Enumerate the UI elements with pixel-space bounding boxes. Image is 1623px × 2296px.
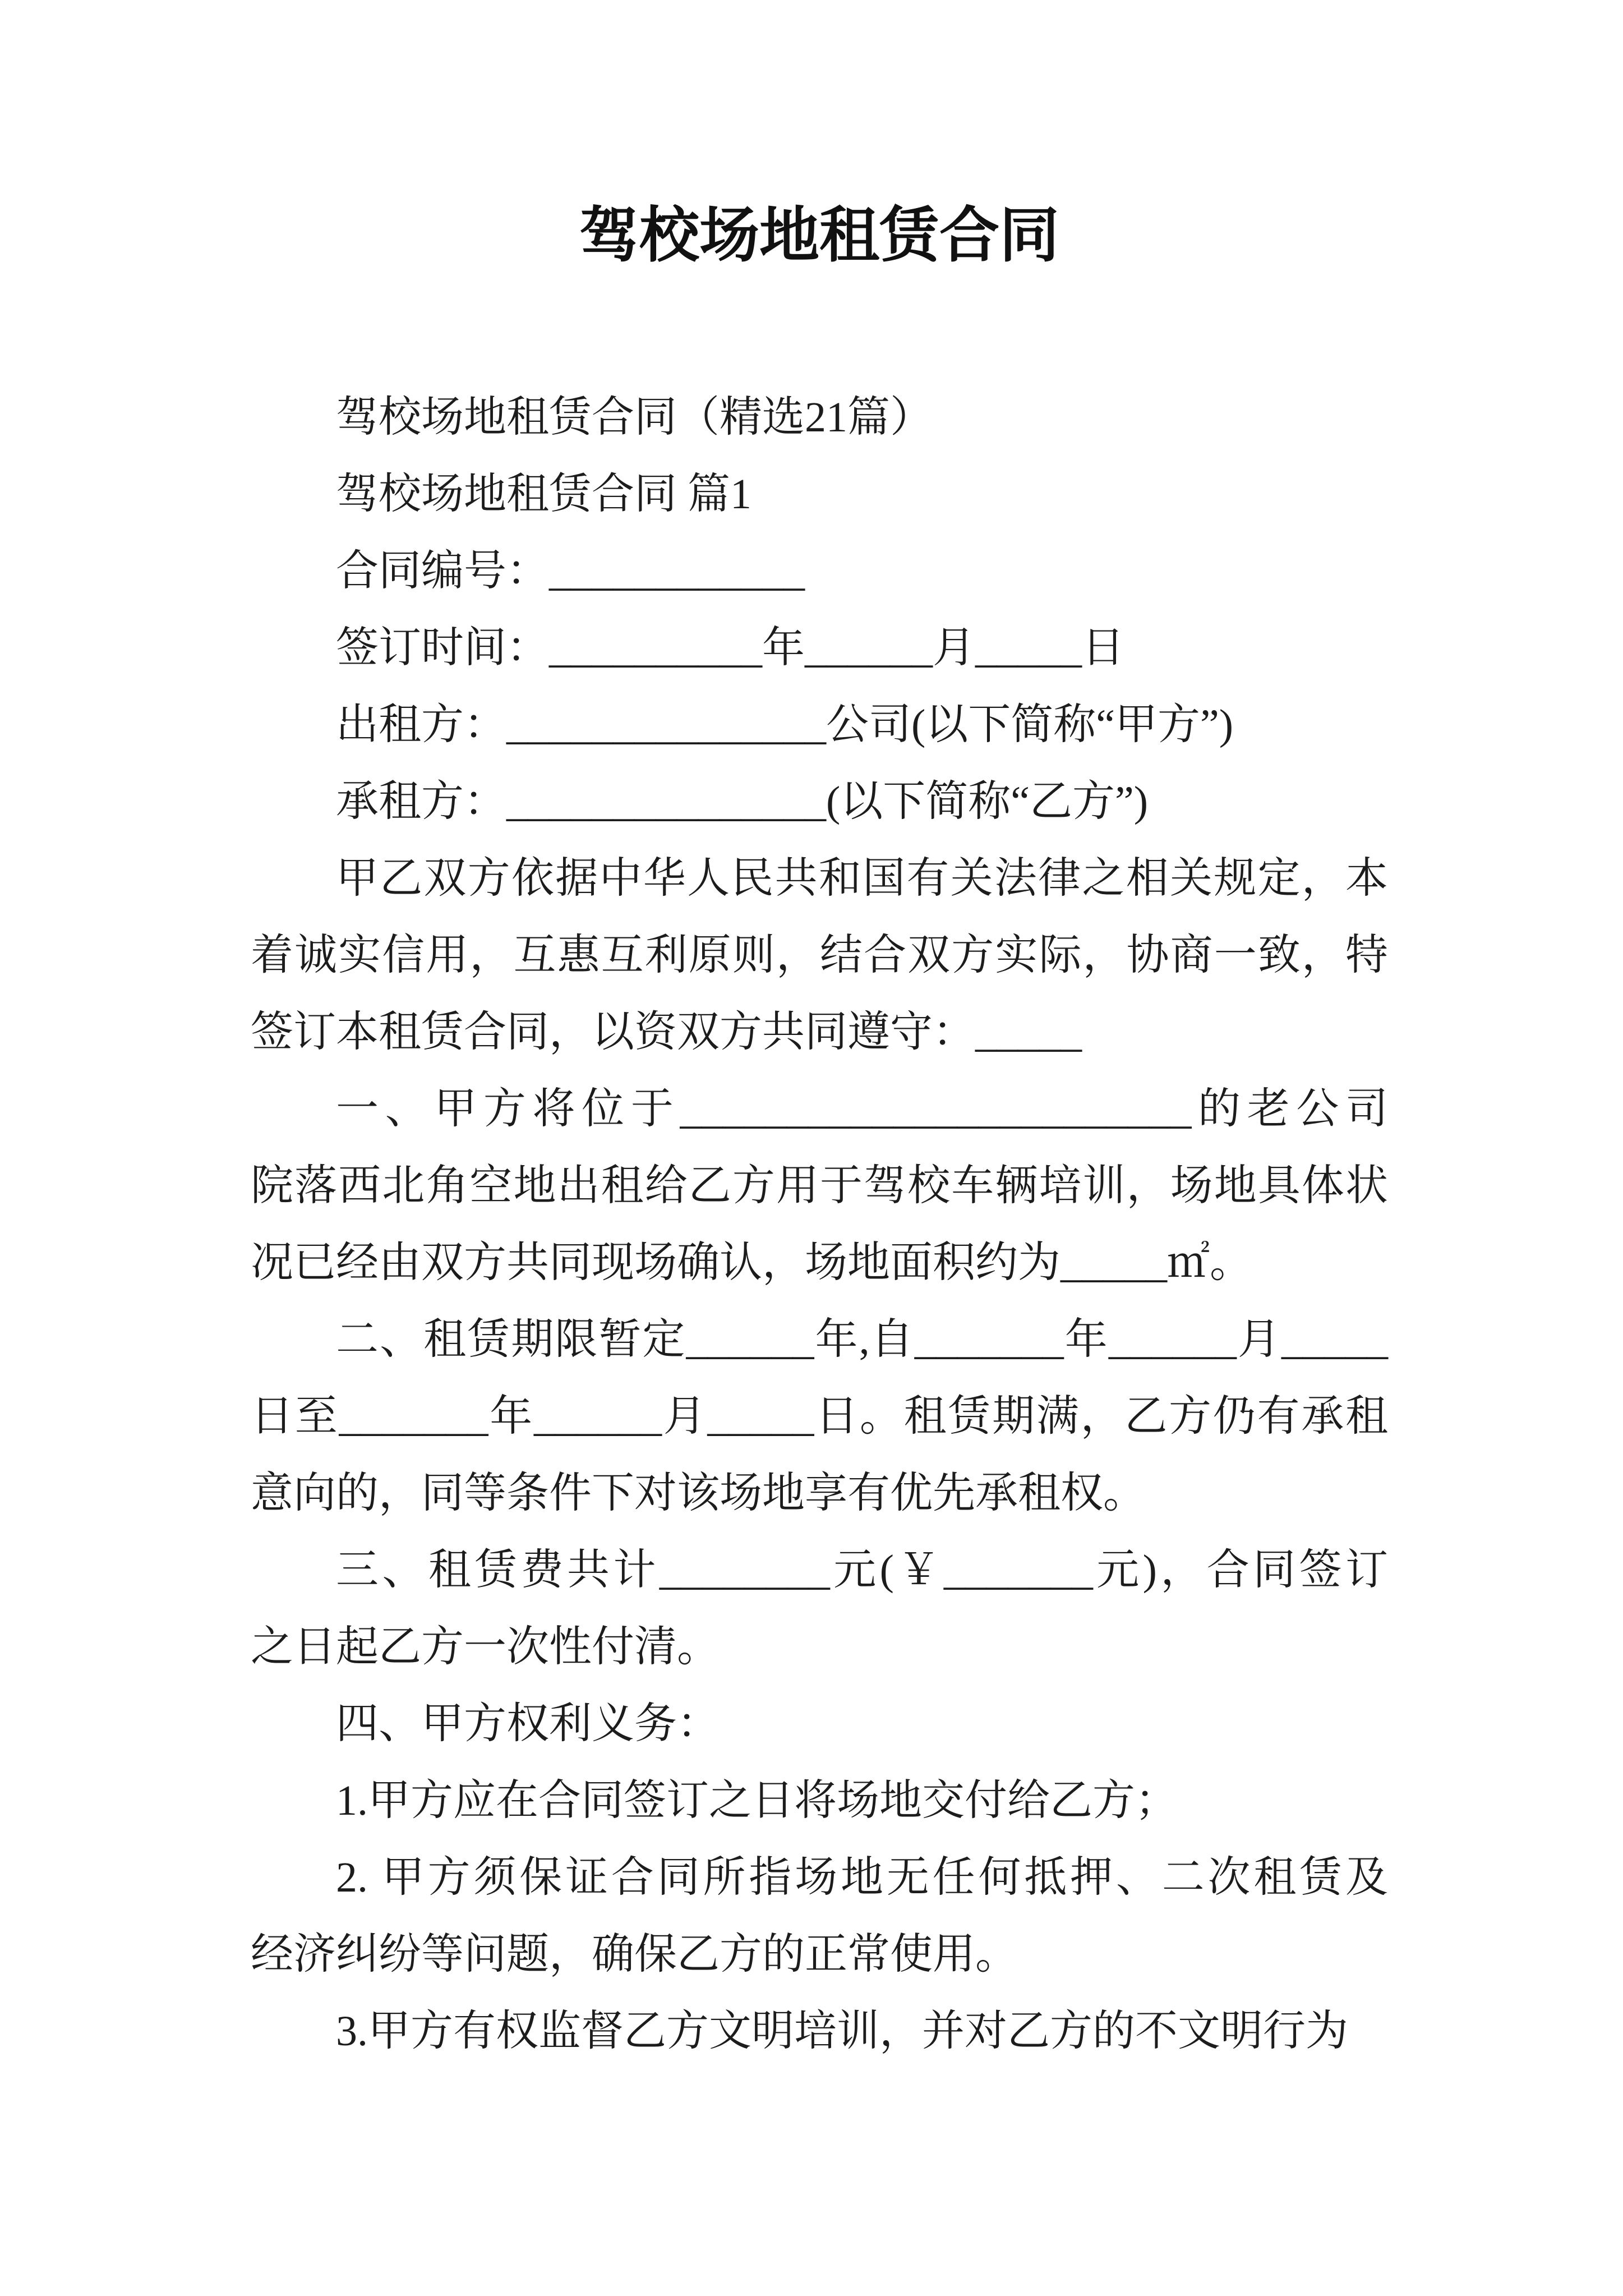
paragraph — [251, 456, 1388, 533]
paragraph-line: 3.甲方有权监督乙方文明培训，并对乙方的不文明行为 — [336, 2008, 1348, 2055]
paragraph — [251, 763, 1388, 840]
paragraph-line: 况已经由双方共同现场确认，场地面积约为_____㎡。 — [251, 1239, 1252, 1286]
paragraph — [251, 1532, 1388, 1686]
paragraph — [251, 1071, 1388, 1301]
paragraph — [251, 687, 1388, 763]
paragraph-line: 签订本租赁合同，以资双方共同遵守：_____ — [251, 1009, 1082, 1056]
paragraph-line: 1.甲方应在合同签订之日将场地交付给乙方； — [336, 1777, 1178, 1824]
paragraph — [251, 1301, 1388, 1532]
paragraph — [251, 379, 1388, 456]
paragraph-line: 驾校场地租赁合同（精选21篇） — [336, 394, 933, 441]
paragraph — [251, 840, 1388, 1071]
paragraph-line: 四、甲方权利义务： — [336, 1700, 720, 1747]
paragraph-line: 意向的，同等条件下对该场地享有优先承租权。 — [251, 1470, 1146, 1517]
paragraph — [251, 1686, 1388, 1763]
paragraph-line: 承租方：_______________(以下简称“乙方”) — [336, 778, 1149, 825]
paragraph-line: 着诚实信用，互惠互利原则，结合双方实际，协商一致，特 — [251, 932, 1388, 979]
paragraph — [251, 610, 1388, 687]
paragraph — [251, 1993, 1388, 2070]
paragraph-line: 2. 甲方须保证合同所指场地无任何抵押、二次租赁及 — [336, 1854, 1388, 1901]
paragraph-line: 经济纠纷等问题，确保乙方的正常使用。 — [251, 1931, 1018, 1978]
paragraph-line: 三、租赁费共计________元(￥_______元)，合同签订 — [336, 1547, 1388, 1594]
paragraph-line: 签订时间：__________年______月_____日 — [336, 624, 1124, 671]
paragraph-line: 一、甲方将位于________________________的老公司 — [336, 1085, 1388, 1133]
paragraph-line: 甲乙双方依据中华人民共和国有关法律之相关规定，本 — [336, 855, 1388, 902]
paragraph-line: 出租方：_______________公司(以下简称“甲方”) — [336, 701, 1234, 748]
paragraph-line: 之日起乙方一次性付清。 — [251, 1623, 720, 1671]
paragraph-line: 合同编号：____________ — [336, 547, 805, 595]
document-title: 驾校场地租赁合同 — [579, 203, 1059, 269]
paragraph-line: 院落西北角空地出租给乙方用于驾校车辆培训，场地具体状 — [251, 1162, 1388, 1209]
paragraph — [251, 533, 1388, 610]
paragraph — [251, 1763, 1388, 1839]
paragraph-line: 二、租赁期限暂定______年,自_______年______月_____ — [336, 1316, 1388, 1363]
paragraph-line: 驾校场地租赁合同 篇1 — [336, 471, 751, 518]
document-body — [251, 379, 1388, 2070]
paragraph — [251, 1839, 1388, 1993]
paragraph-line: 日至_______年______月_____日。租赁期满，乙方仍有承租 — [251, 1393, 1388, 1440]
